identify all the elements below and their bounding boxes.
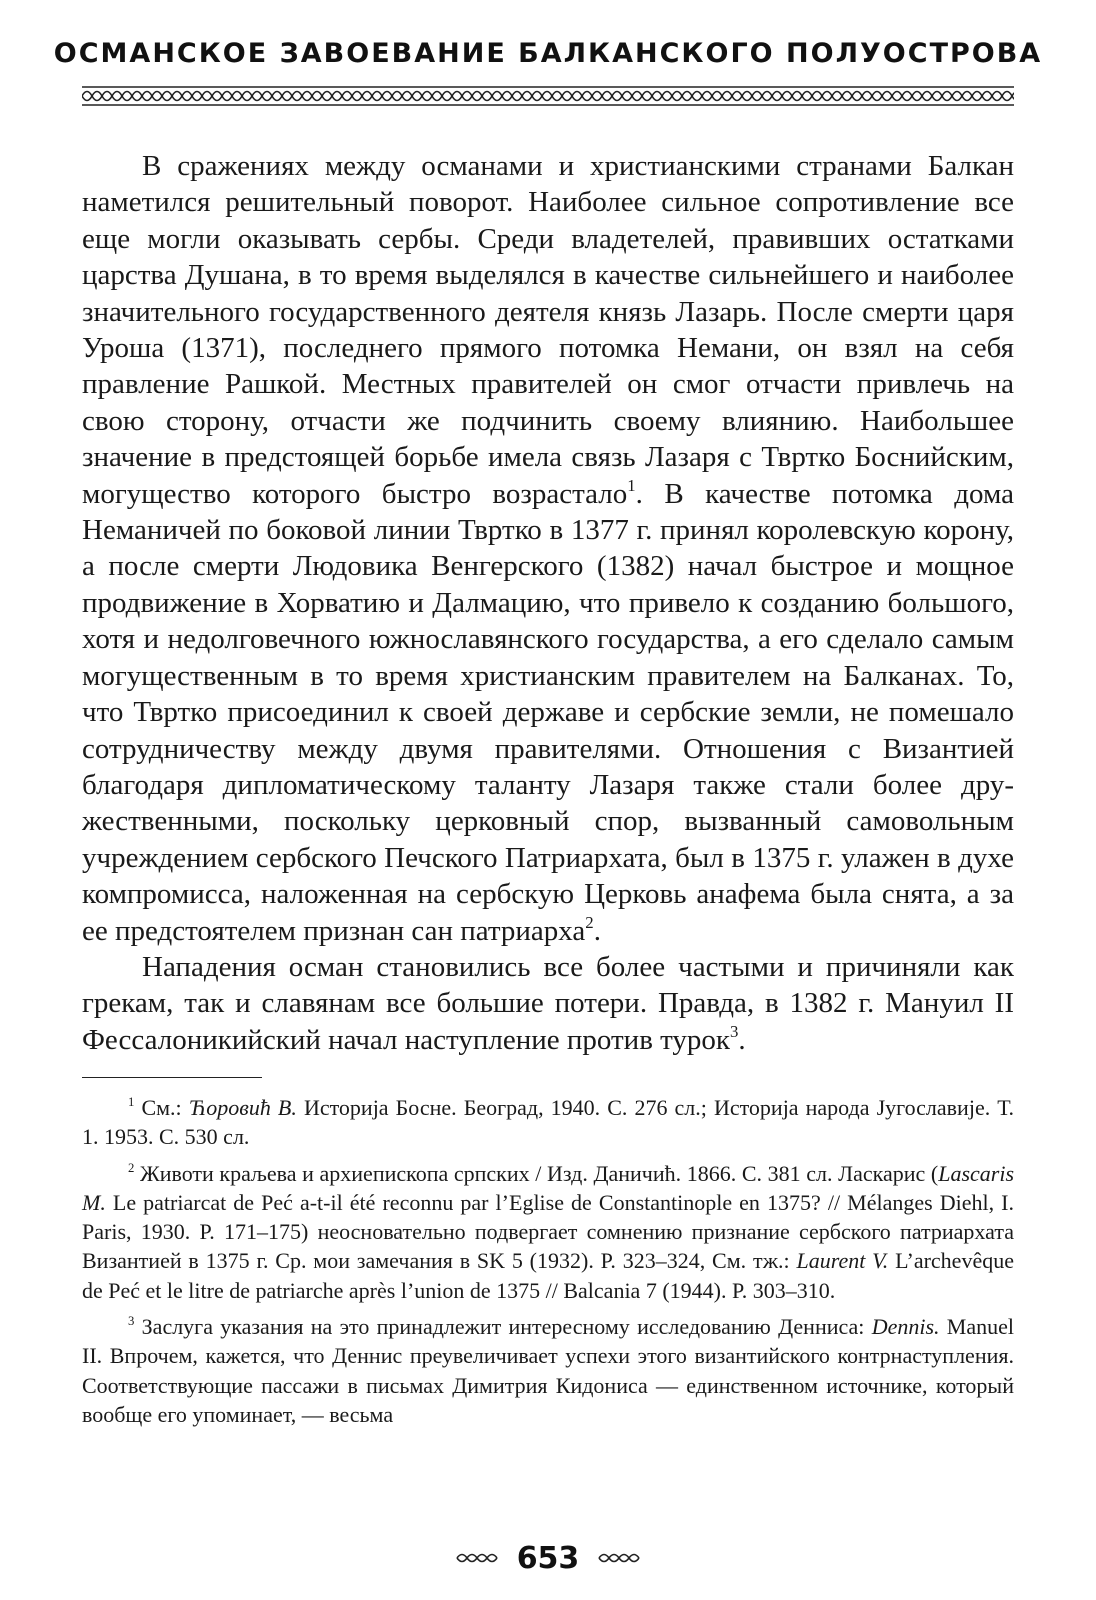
paragraph-2-text-a: Нападения осман становились все более частыми и причиняли как грекам, так и славянам все большие потери. Правда, в 1382 г. Мануил II Фессалоникийский начал наступление против турок <box>82 950 1014 1056</box>
footnote-1-text-2: Историја Босне. Београд, 1940. С. 276 сл.; Историја народа Југославије. Т. 1. 1953. С. 530 сл. <box>82 1095 1015 1150</box>
footnote-2-number: 2 <box>128 1160 135 1175</box>
right-ornament-icon <box>597 1551 641 1565</box>
footnote-2-text: Животи краљева и архиепископа српских / Изд. Даничић. 1866. С. 381 сл. Ласкарис ( <box>134 1160 939 1186</box>
footnote-2-text-2: Le patriarcat de Peć a-t-il été reconnu par l’Eglise de Constantinople en 1375? // Mélanges Diehl, I. Paris, 1930. P. 171–175) неосновательно подвергает сомнению признание сербского патриархата Византией в 1375 г. Ср. мои замечания в SK 5 (1932). P. 323–324, См. тж.: <box>82 1189 1014 1274</box>
main-text <box>82 148 1014 1058</box>
footnote-3-author: Dennis. <box>871 1314 940 1340</box>
footnote-3-number: 3 <box>128 1314 135 1329</box>
footnote-1-text: См.: <box>134 1095 189 1120</box>
footnote-1-author: Ћоровић В. <box>188 1095 297 1120</box>
footnote-separator <box>82 1077 262 1078</box>
running-header: ОСМАНСКОЕ ЗАВОЕВАНИЕ БАЛКАНСКОГО ПОЛУОСТРОВА <box>53 38 1043 69</box>
footnote-ref-2: 2 <box>585 913 594 933</box>
footnote-2-author-2: Laurent V. <box>796 1248 889 1274</box>
paragraph-1 <box>82 148 1014 949</box>
footnote-2-text-3: L’archevêque de Peć et le litre de patriarche après l’union de 1375 // Balcania 7 (1944). P. 303–310. <box>82 1248 1014 1303</box>
page-footer <box>0 1538 1096 1578</box>
paragraph-1-text-b: . В качестве потомка дома Неманичей по боковой линии Твртко в 1377 г. принял королевскую корону, а после смерти Людовика Венгерского (1382) начал быстрое и мощное продвижение в Хорватию и Далмацию, что привело к созданию большого, хотя и недолговечного южнославянского государства, а его сделало самым могущественным в то время христианским правителем на Балканах. То, что Твртко присоединил к своей державе и сербские земли, не помешало сотрудничеству между двумя правителями. Отношения с Византией благодаря дипломатическому таланту Лазаря также стали более дружественными, поскольку церковный спор, вызванный самовольным учреждением сербского Печского Патриархата, был в 1375 г. улажен в духе компромисса, наложенная на сербскую Церковь анафема была снята, а за ее предстоятелем признан сан патриарха <box>82 477 1014 947</box>
footnote-3-text-2: Manuel II. Впрочем, кажется, что Деннис преувеличивает успехи этого византийского контрнаступления. Соответствующие пассажи в письмах Димитрия Кидониса — единственном источнике, который вообще его упоминает, — весьма <box>82 1314 1014 1427</box>
footnote-1 <box>82 1093 1014 1152</box>
footnote-2 <box>82 1159 1014 1305</box>
paragraph-2 <box>82 949 1014 1058</box>
footnotes <box>82 1093 1014 1436</box>
paragraph-1-text-a: В сражениях между османами и христианскими странами Балкан наметился решительный поворот. Наиболее сильное сопротивление все еще могли оказывать сербы. Среди владетелей, правивших остатками царства Душана, в то время выделялся в качестве сильнейшего и наиболее значительного государственного деятеля князь Лазарь. После смерти царя Уроша (1371), последнего прямого потомка Немани, он взял на себя правление Рашкой. Местных правителей он смог отчасти привлечь на свою сторону, отчасти же подчинить своему влиянию. Наибольшее значение в предстоящей борьбе имела связь Лазаря с Твртко Боснийским, могущество которого быстро возрастало <box>82 150 1014 510</box>
header-ornament-band <box>82 86 1014 106</box>
footnote-3-text: Заслуга указания на это принадлежит интересному исследованию Денниса: <box>134 1314 872 1340</box>
page-number: 653 <box>516 1540 580 1576</box>
left-ornament-icon <box>455 1551 499 1565</box>
footnote-2-author-1: Lascaris M. <box>82 1160 1014 1215</box>
footnote-1-number: 1 <box>128 1095 135 1110</box>
footnote-ref-3: 3 <box>730 1022 739 1042</box>
paragraph-1-text-c: . <box>593 914 601 947</box>
footnote-3 <box>82 1312 1014 1429</box>
footnote-ref-1: 1 <box>627 476 636 496</box>
paragraph-2-text-b: . <box>738 1023 746 1056</box>
